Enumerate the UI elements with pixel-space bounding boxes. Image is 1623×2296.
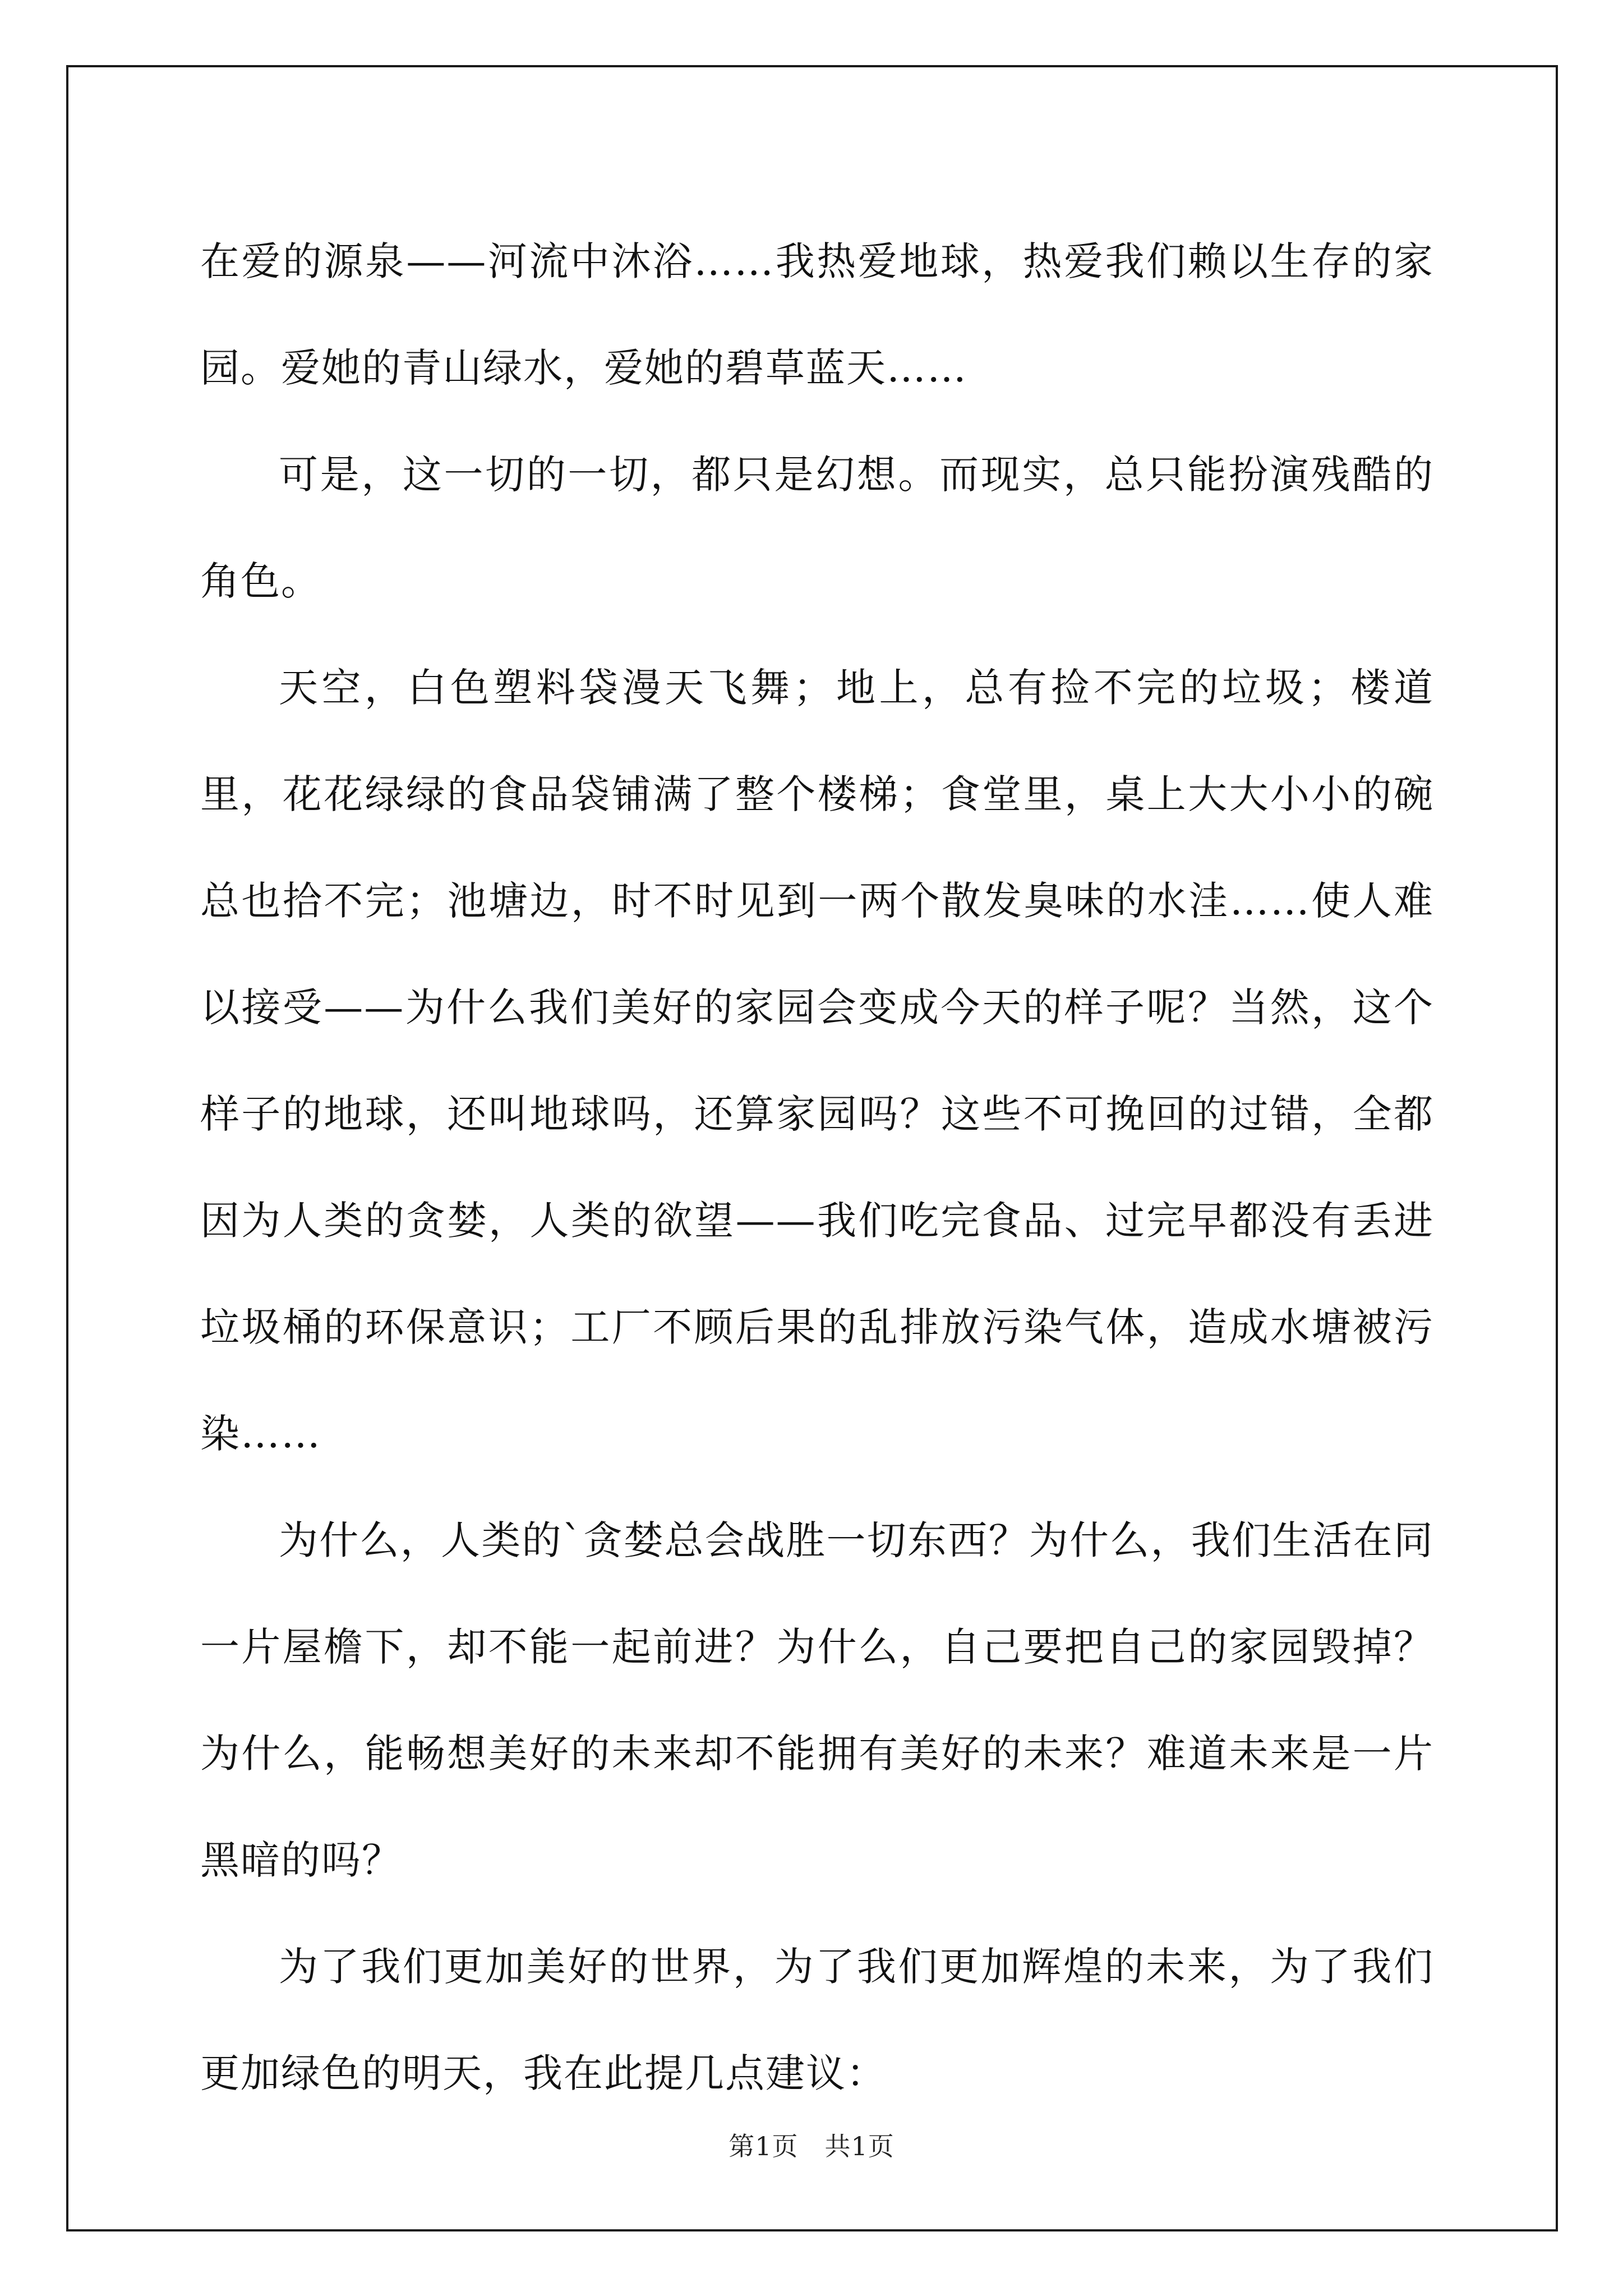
footer-spacer	[799, 2131, 825, 2161]
document-body	[200, 208, 1434, 2127]
page-footer	[0, 2126, 1623, 2163]
page-number: 第1页	[728, 2131, 799, 2161]
paragraph-1: 在爱的源泉——河流中沐浴……我热爱地球，热爱我们赖以生存的家园。爱她的青山绿水，爱她的碧草蓝天……	[200, 238, 1434, 391]
page-total: 共1页	[824, 2131, 895, 2161]
paragraph-2: 可是，这一切的一切，都只是幻想。而现实，总只能扮演残酷的角色。	[200, 452, 1434, 604]
paragraph-4: 为什么，人类的`贪婪总会战胜一切东西？为什么，我们生活在同一片屋檐下，却不能一起前进？为什么，自己要把自己的家园毁掉？为什么，能畅想美好的未来却不能拥有美好的未来？难道未来是一片黑暗的吗？	[200, 1517, 1434, 1883]
paragraph-5: 为了我们更加美好的世界，为了我们更加辉煌的未来，为了我们更加绿色的明天，我在此提几点建议：	[200, 1944, 1434, 2096]
paragraph-3: 天空，白色塑料袋漫天飞舞；地上，总有捡不完的垃圾；楼道里，花花绿绿的食品袋铺满了整个楼梯；食堂里，桌上大大小小的碗总也拾不完；池塘边，时不时见到一两个散发臭味的水洼……使人难以接受——为什么我们美好的家园会变成今天的样子呢？当然，这个样子的地球，还叫地球吗，还算家园吗？这些不可挽回的过错，全都因为人类的贪婪，人类的欲望——我们吃完食品、过完早都没有丢进垃圾桶的环保意识；工厂不顾后果的乱排放污染气体，造成水塘被污染……	[200, 665, 1434, 1457]
